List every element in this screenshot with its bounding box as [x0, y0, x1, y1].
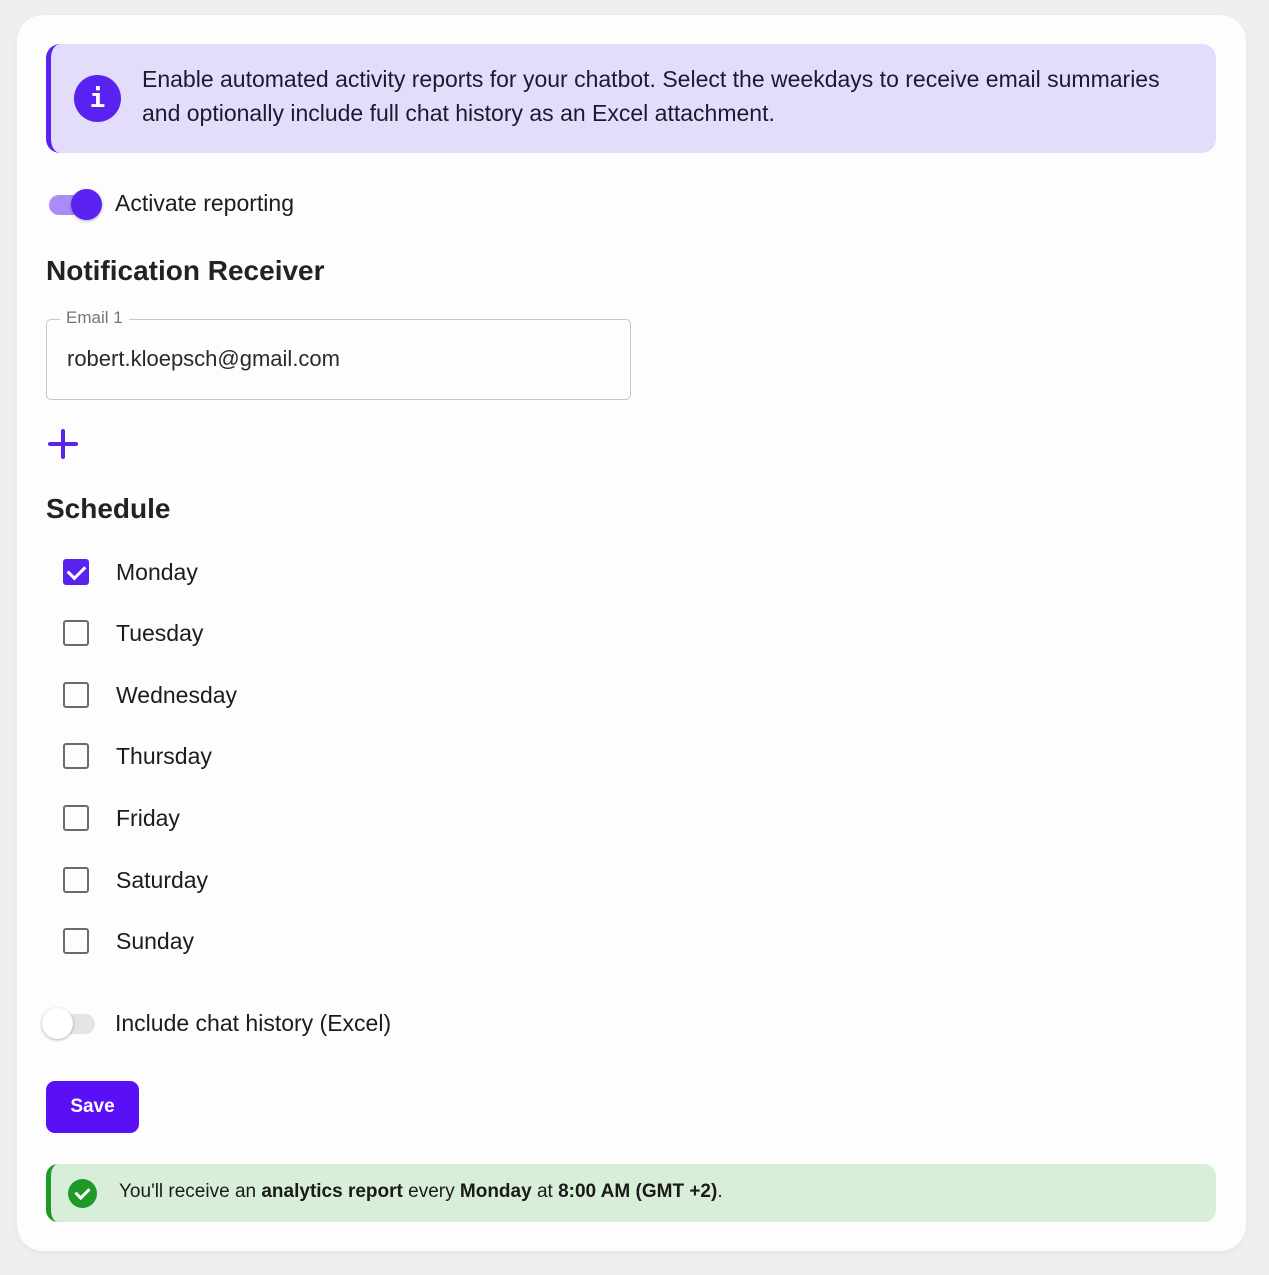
day-tuesday[interactable] — [63, 613, 203, 653]
save-button[interactable]: Save — [46, 1081, 139, 1133]
checkbox-friday[interactable] — [63, 805, 89, 831]
day-sunday[interactable] — [63, 921, 194, 961]
include-chat-history-label: Include chat history (Excel) — [115, 1010, 392, 1036]
success-text-part: at — [531, 1181, 559, 1202]
notification-receiver-title: Notification Receiver — [46, 255, 325, 286]
report-day: Monday — [459, 1181, 532, 1202]
day-friday[interactable] — [63, 798, 180, 838]
info-icon: i — [74, 75, 121, 122]
schedule-title: Schedule — [46, 493, 171, 524]
add-email-button plus-icon[interactable] — [46, 428, 80, 462]
day-wednesday[interactable] — [63, 675, 237, 715]
email-1-label: Email 1 — [60, 308, 129, 328]
success-banner — [46, 1164, 1216, 1222]
day-thursday[interactable] — [63, 736, 212, 776]
checkbox-thursday[interactable] — [63, 743, 89, 769]
report-time: 8:00 AM (GMT +2) — [558, 1181, 718, 1202]
success-text-part: . — [717, 1181, 723, 1202]
day-monday[interactable] — [63, 552, 198, 592]
email-1-input[interactable] — [67, 346, 607, 372]
checkbox-monday[interactable] — [63, 559, 89, 585]
day-label: Saturday — [116, 866, 209, 893]
checkbox-sunday[interactable] — [63, 928, 89, 954]
info-text: Enable automated activity reports for your chatbot. Select the weekdays to receive email summaries and optionally include full chat history as an Excel attachment. — [142, 66, 1160, 126]
day-label: Friday — [116, 804, 180, 831]
check-circle-icon — [68, 1179, 97, 1208]
checkbox-saturday[interactable] — [63, 867, 89, 893]
checkbox-tuesday[interactable] — [63, 620, 89, 646]
checkbox-wednesday[interactable] — [63, 682, 89, 708]
include-chat-history-toggle[interactable] — [42, 1005, 98, 1041]
success-text-part: every — [402, 1181, 460, 1202]
success-text-part: You'll receive an — [119, 1181, 262, 1202]
toggle-thumb — [42, 1008, 73, 1039]
toggle-thumb — [71, 189, 102, 220]
day-label: Sunday — [116, 927, 195, 954]
success-text — [119, 1181, 723, 1203]
email-1-field[interactable] — [46, 308, 631, 400]
day-label: Wednesday — [116, 681, 238, 708]
day-saturday[interactable] — [63, 860, 208, 900]
report-type: analytics report — [261, 1181, 403, 1202]
activate-reporting-label: Activate reporting — [115, 190, 294, 216]
info-banner — [46, 44, 1216, 153]
report-settings-card — [17, 15, 1246, 1251]
day-label: Thursday — [116, 742, 212, 769]
day-label: Monday — [116, 558, 198, 585]
activate-reporting-toggle[interactable] — [46, 186, 102, 222]
day-label: Tuesday — [116, 619, 204, 646]
